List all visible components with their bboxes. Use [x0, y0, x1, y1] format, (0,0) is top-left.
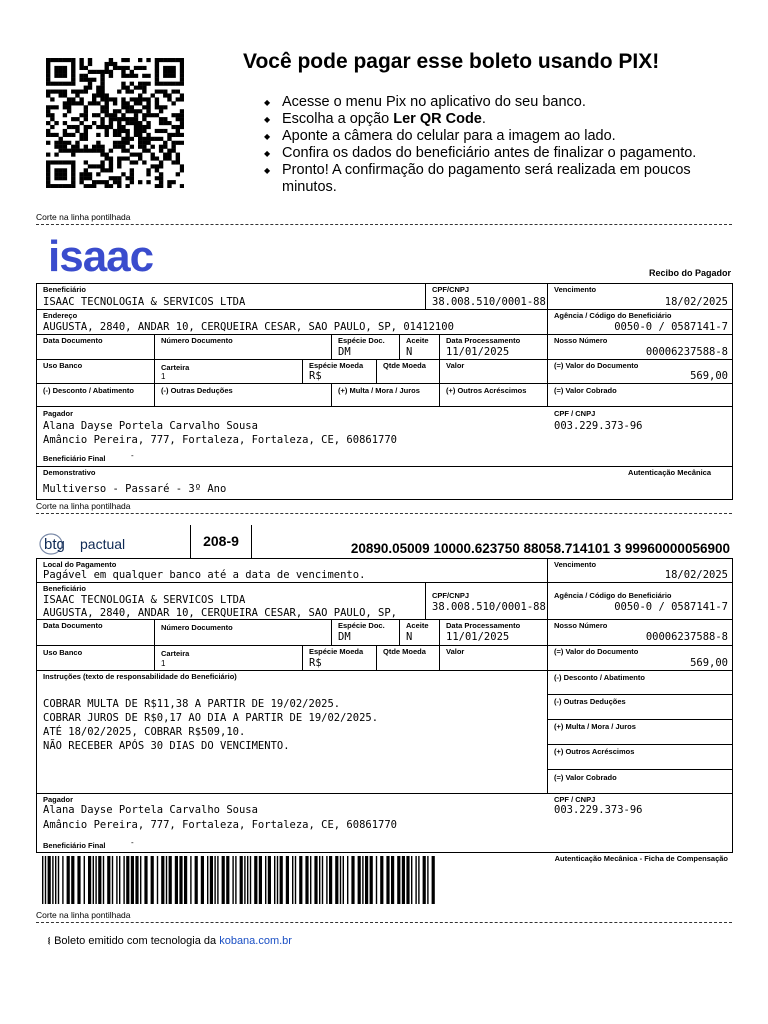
local-pagamento-value: Pagável em qualquer banco até a data de vencimento. — [43, 569, 366, 581]
numero-documento-cell — [155, 335, 332, 360]
label: (-) Outras Deduções — [554, 697, 626, 706]
label: Beneficiário — [43, 285, 86, 294]
label: Data Processamento — [446, 336, 521, 345]
qtde-moeda-cell — [377, 646, 440, 671]
label: Qtde Moeda — [383, 361, 426, 370]
desconto-cell — [37, 384, 155, 407]
beneficiario-value: ISAAC TECNOLOGIA & SERVICOS LTDA — [43, 594, 246, 606]
carteira-cell — [155, 646, 303, 671]
especie-moeda-cell — [303, 646, 377, 671]
instrucoes-cell — [37, 671, 548, 794]
nosso-numero-cell — [548, 620, 733, 646]
svg-text:btg: btg — [44, 536, 65, 553]
vencimento-cell — [548, 559, 733, 583]
label: Demonstrativo — [43, 468, 96, 477]
beneficiario-cell — [37, 284, 426, 310]
label: Beneficiário Final — [43, 841, 106, 850]
pix-instructions — [262, 94, 732, 196]
barcode — [42, 856, 436, 904]
kobana-link[interactable]: kobana.com.br — [219, 935, 292, 947]
pagador-address: Amâncio Pereira, 777, Fortaleza, Fortaleza, CE, 60861770 — [43, 434, 398, 446]
autenticacao-ficha-label: Autenticação Mecânica - Ficha de Compensação — [554, 854, 728, 863]
carteira-value: 1 — [161, 659, 166, 668]
recibo-title: Recibo do Pagador — [648, 268, 731, 278]
label: Endereço — [43, 311, 78, 320]
pix-step: ◆ Escolha a opção Ler QR Code. — [262, 111, 732, 128]
label: Beneficiário Final — [43, 454, 106, 463]
label: Valor — [446, 647, 465, 656]
label: Vencimento — [554, 560, 597, 569]
beneficiario-cell — [37, 583, 426, 620]
label: (-) Desconto / Abatimento — [554, 673, 645, 682]
nosso-numero-cell — [548, 335, 733, 360]
cnpj-value: 38.008.510/0001-88 — [432, 601, 546, 613]
valor-documento-cell — [548, 360, 733, 384]
pix-step: ◆ Aponte a câmera do celular para a imagem ao lado. — [262, 128, 732, 145]
label: Carteira — [161, 363, 190, 372]
label: Data Documento — [43, 621, 103, 630]
vencimento-cell — [548, 284, 733, 310]
footer — [48, 935, 292, 947]
cut-line — [36, 224, 732, 225]
uso-banco-cell — [37, 646, 155, 671]
pix-title: Você pode pagar esse boleto usando PIX! — [243, 50, 660, 73]
label: Pagador — [43, 409, 74, 418]
bank-code: 208-9 — [190, 525, 252, 559]
valor-documento-cell — [548, 646, 733, 671]
pagador-name: Alana Dayse Portela Carvalho Sousa — [43, 420, 258, 432]
cnpj-cell — [426, 583, 548, 620]
especie-moeda-value: R$ — [309, 370, 322, 382]
beneficiario-value: ISAAC TECNOLOGIA & SERVICOS LTDA — [43, 296, 246, 308]
label: Beneficiário — [43, 584, 86, 593]
instrucao-line: COBRAR JUROS DE R$0,17 AO DIA A PARTIR DE 19/02/2025. — [43, 712, 379, 724]
beneficiario-final-value: - — [131, 451, 134, 460]
valor-cobrado-cell — [548, 384, 733, 407]
especie-doc-cell — [332, 620, 400, 646]
especie-doc-cell — [332, 335, 400, 360]
label: Número Documento — [161, 336, 233, 345]
valor-cobrado-cell — [548, 770, 733, 794]
valor-cell — [440, 360, 548, 384]
demonstrativo-cell — [37, 467, 733, 499]
cut-line-label: Corte na linha pontilhada — [36, 910, 131, 920]
label: Autenticação Mecânica — [628, 468, 711, 477]
agencia-value: 0050-0 / 0587141-7 — [614, 601, 728, 613]
pagador-cell — [37, 407, 733, 467]
label: (+) Outros Acréscimos — [446, 386, 527, 395]
label: Pagador — [43, 795, 74, 804]
numero-documento-cell — [155, 620, 332, 646]
especie-doc-value: DM — [338, 346, 351, 358]
label: Espécie Moeda — [309, 361, 364, 370]
pix-qr-code — [46, 58, 184, 188]
svg-text:pactual: pactual — [80, 536, 126, 552]
label: CPF / CNPJ — [554, 409, 596, 418]
pix-step: ◆ Pronto! A confirmação do pagamento será realizada em poucos minutos. — [262, 162, 732, 196]
label: (-) Desconto / Abatimento — [43, 386, 134, 395]
pagador-address: Amâncio Pereira, 777, Fortaleza, Fortaleza, CE, 60861770 — [43, 819, 398, 831]
pix-step: ◆ Confira os dados do beneficiário antes de finalizar o pagamento. — [262, 145, 732, 162]
btg-pactual-logo — [38, 530, 188, 556]
cut-line-label: Corte na linha pontilhada — [36, 212, 131, 222]
label: (+) Multa / Mora / Juros — [554, 722, 636, 731]
cut-line-label: Corte na linha pontilhada — [36, 501, 131, 511]
endereco-value: AUGUSTA, 2840, ANDAR 10, CERQUEIRA CESAR, SAO PAULO, SP, 01412100 — [43, 321, 454, 333]
outras-deducoes-cell — [155, 384, 332, 407]
especie-doc-value: DM — [338, 631, 351, 643]
label: CPF/CNPJ — [432, 591, 470, 600]
label: Nosso Número — [554, 621, 608, 630]
isaac-logo: isaac — [48, 232, 154, 281]
data-documento-cell — [37, 335, 155, 360]
cut-line — [36, 922, 732, 923]
local-pagamento-cell — [37, 559, 548, 583]
agencia-cell — [548, 310, 733, 335]
outros-acrescimos-cell — [548, 745, 733, 770]
multa-cell — [332, 384, 440, 407]
label: Aceite — [406, 336, 429, 345]
label: (=) Valor Cobrado — [554, 773, 617, 782]
label: CPF / CNPJ — [554, 795, 596, 804]
aceite-value: N — [406, 631, 413, 643]
label: (=) Valor do Documento — [554, 647, 639, 656]
label: Local do Pagamento — [43, 560, 117, 569]
label: (=) Valor Cobrado — [554, 386, 617, 395]
ficha-table — [36, 558, 733, 853]
data-processamento-value: 11/01/2025 — [446, 631, 510, 643]
qtde-moeda-cell — [377, 360, 440, 384]
valor-cell — [440, 646, 548, 671]
nosso-numero-value: 00006237588-8 — [645, 346, 728, 358]
nosso-numero-value: 00006237588-8 — [645, 631, 728, 643]
instrucao-line: ATÉ 18/02/2025, COBRAR R$509,10. — [43, 726, 246, 738]
recibo-table — [36, 283, 733, 500]
agencia-value: 0050-0 / 0587141-7 — [614, 321, 728, 333]
label: (+) Outros Acréscimos — [554, 747, 635, 756]
desconto-cell — [548, 671, 733, 695]
outras-deducoes-cell — [548, 695, 733, 720]
footer-text: Boleto emitido com tecnologia da — [54, 935, 220, 947]
label: Número Documento — [161, 623, 233, 632]
uso-banco-cell — [37, 360, 155, 384]
label: (+) Multa / Mora / Juros — [338, 386, 420, 395]
vencimento-value: 18/02/2025 — [664, 296, 728, 308]
label: Uso Banco — [43, 648, 83, 657]
label: Espécie Moeda — [309, 647, 364, 656]
pagador-name: Alana Dayse Portela Carvalho Sousa — [43, 804, 258, 816]
especie-moeda-value: R$ — [309, 657, 322, 669]
linha-digitavel: 20890.05009 10000.623750 88058.714101 3 99960000056900 — [350, 541, 730, 556]
label: Qtde Moeda — [383, 647, 426, 656]
especie-moeda-cell — [303, 360, 377, 384]
aceite-cell — [400, 335, 440, 360]
pagador-cell — [37, 794, 733, 852]
valor-documento-value: 569,00 — [690, 370, 728, 382]
outros-acrescimos-cell — [440, 384, 548, 407]
data-processamento-cell — [440, 335, 548, 360]
label: Data Processamento — [446, 621, 521, 630]
label: Vencimento — [554, 285, 597, 294]
label: Uso Banco — [43, 361, 83, 370]
pagador-cpf: 003.229.373-96 — [554, 804, 643, 816]
label: Espécie Doc. — [338, 336, 385, 345]
label: Nosso Número — [554, 336, 608, 345]
label: CPF/CNPJ — [432, 285, 470, 294]
label: Agência / Código do Beneficiário — [554, 591, 672, 600]
carteira-value: 1 — [161, 372, 166, 381]
kobana-icon: ⧙ — [48, 936, 51, 947]
label: Espécie Doc. — [338, 621, 385, 630]
instrucao-line: NÃO RECEBER APÓS 30 DIAS DO VENCIMENTO. — [43, 740, 290, 752]
demonstrativo-value: Multiverso - Passaré - 3º Ano — [43, 483, 227, 495]
endereco-cell — [37, 310, 548, 335]
valor-documento-value: 569,00 — [690, 657, 728, 669]
cnpj-cell — [426, 284, 548, 310]
vencimento-value: 18/02/2025 — [664, 569, 728, 581]
label: Agência / Código do Beneficiário — [554, 311, 672, 320]
data-documento-cell — [37, 620, 155, 646]
data-processamento-value: 11/01/2025 — [446, 346, 510, 358]
pagador-cpf: 003.229.373-96 — [554, 420, 643, 432]
label: Data Documento — [43, 336, 103, 345]
cnpj-value: 38.008.510/0001-88 — [432, 296, 546, 308]
agencia-cell — [548, 583, 733, 620]
aceite-value: N — [406, 346, 413, 358]
label: Carteira — [161, 649, 190, 658]
aceite-cell — [400, 620, 440, 646]
data-processamento-cell — [440, 620, 548, 646]
label: (=) Valor do Documento — [554, 361, 639, 370]
label: (-) Outras Deduções — [161, 386, 233, 395]
endereco-value: AUGUSTA, 2840, ANDAR 10, CERQUEIRA CESAR, SAO PAULO, SP, — [43, 607, 398, 619]
cut-line — [36, 513, 732, 514]
beneficiario-final-value: - — [131, 838, 134, 847]
carteira-cell — [155, 360, 303, 384]
label: Instruções (texto de responsabilidade do Beneficiário) — [43, 672, 237, 681]
multa-cell — [548, 720, 733, 745]
pix-step: ◆ Acesse o menu Pix no aplicativo do seu banco. — [262, 94, 732, 111]
label: Valor — [446, 361, 465, 370]
instrucao-line: COBRAR MULTA DE R$11,38 A PARTIR DE 19/02/2025. — [43, 698, 341, 710]
label: Aceite — [406, 621, 429, 630]
